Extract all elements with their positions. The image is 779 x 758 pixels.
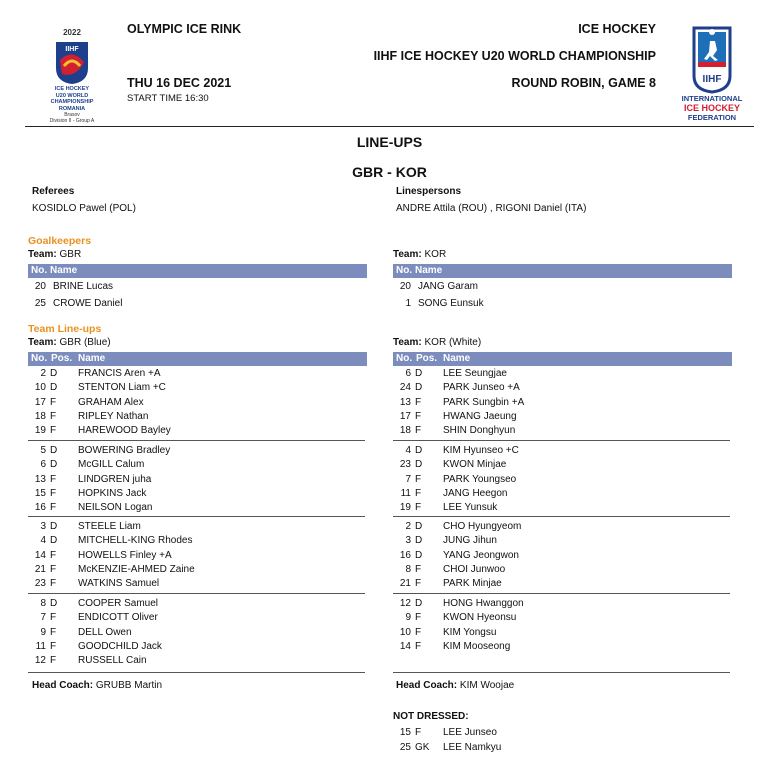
player-number: 9 — [405, 612, 411, 624]
player-row — [28, 535, 358, 549]
player-name: LEE Seungjae — [443, 368, 507, 379]
player-name: STEELE Liam — [78, 521, 141, 532]
player-row — [28, 502, 358, 516]
player-name: GOODCHILD Jack — [78, 640, 162, 652]
player-row — [393, 550, 723, 564]
player-number: 6 — [40, 459, 46, 471]
player-position: F — [415, 473, 422, 485]
player-name: SHIN Donghyun — [443, 425, 516, 437]
player-number: 12 — [34, 655, 46, 667]
gk-team-right-label: Team: — [393, 249, 422, 260]
venue: OLYMPIC ICE RINK — [127, 22, 242, 36]
player-row — [393, 459, 723, 473]
player-number: 1 — [405, 298, 411, 309]
event-logo-city: Brasov — [64, 112, 80, 118]
player-row — [393, 425, 723, 439]
event-logo-line-4: ROMANIA — [58, 105, 86, 112]
player-position: D — [50, 521, 58, 532]
player-position: F — [415, 563, 422, 575]
player-number: 13 — [399, 396, 411, 408]
gk-team-right — [393, 249, 446, 260]
player-number: 15 — [34, 487, 46, 499]
player-number: 13 — [34, 473, 46, 485]
player-position: F — [50, 487, 57, 499]
player-position: F — [415, 727, 422, 738]
player-number: 16 — [399, 549, 411, 561]
player-row — [393, 411, 723, 425]
player-number: 3 — [405, 535, 411, 547]
lineup-col-name-right: Name — [443, 353, 471, 364]
player-position: GK — [415, 741, 430, 753]
matchup: GBR - KOR — [352, 164, 427, 180]
player-position: F — [415, 640, 422, 652]
player-position: F — [415, 578, 422, 590]
player-number: 8 — [40, 598, 46, 609]
player-name: JANG Heegon — [443, 487, 508, 499]
player-name: LEE Junseo — [443, 727, 497, 738]
player-position: D — [415, 459, 423, 471]
player-name: FRANCIS Aren +A — [78, 368, 161, 379]
player-position: D — [50, 382, 58, 394]
lineup-team-left-label: Team: — [28, 337, 57, 348]
player-row — [28, 474, 358, 488]
player-number: 7 — [405, 473, 411, 485]
player-position: D — [415, 445, 423, 456]
player-number: 3 — [40, 521, 46, 532]
player-row — [28, 627, 358, 641]
not-dressed-label: NOT DRESSED: — [393, 711, 469, 722]
gk-col-name-right: Name — [415, 265, 443, 276]
player-row — [28, 368, 358, 382]
player-position: F — [50, 425, 57, 437]
player-position: F — [50, 655, 57, 667]
player-name: LEE Yunsuk — [443, 502, 498, 514]
player-name: GRAHAM Alex — [78, 396, 144, 408]
player-name: CROWE Daniel — [53, 298, 123, 309]
player-number: 7 — [40, 612, 46, 624]
player-number: 25 — [34, 298, 46, 309]
event-logo-line-1: ICE HOCKEY — [54, 86, 90, 92]
player-row — [28, 425, 358, 439]
lineup-col-pos-right: Pos. — [416, 353, 438, 364]
gk-team-left — [28, 249, 81, 260]
player-name: JANG Garam — [418, 281, 479, 292]
player-position: F — [415, 612, 422, 624]
player-position: F — [50, 396, 57, 408]
head-coach-right-name: KIM Woojae — [459, 680, 515, 691]
player-number: 18 — [399, 425, 411, 437]
player-row — [28, 445, 358, 459]
gk-team-right-value: KOR — [424, 249, 447, 260]
player-position: D — [415, 368, 423, 379]
player-name: HOPKINS Jack — [78, 487, 147, 499]
player-name: HWANG Jaeung — [443, 410, 517, 422]
goalkeepers-section-label: Goalkeepers — [28, 235, 92, 247]
lineup-col-no-left: No. — [31, 353, 48, 364]
gk-row — [28, 298, 328, 312]
player-position: F — [50, 549, 57, 561]
player-row — [393, 502, 723, 516]
player-number: 4 — [405, 445, 411, 456]
player-position: D — [50, 535, 58, 547]
iihf-logo — [672, 26, 752, 124]
lineup-team-left — [28, 337, 111, 348]
linespersons-label: Linespersons — [396, 186, 462, 197]
player-number: 5 — [40, 445, 46, 456]
player-row — [28, 578, 358, 592]
player-row — [393, 382, 723, 396]
lineup-team-right-label: Team: — [393, 337, 422, 348]
line-separator — [393, 516, 730, 517]
player-name: BRINE Lucas — [53, 281, 114, 292]
head-coach-left — [32, 680, 162, 691]
player-number: 14 — [34, 549, 46, 561]
player-number: 2 — [405, 521, 411, 532]
player-position: F — [50, 626, 57, 638]
head-coach-left-label: Head Coach: — [32, 680, 94, 691]
player-row — [393, 397, 723, 411]
player-number: 6 — [405, 368, 411, 379]
player-number: 10 — [399, 626, 411, 638]
event-logo-line-2: U20 WORLD — [55, 92, 89, 99]
iihf-logo-line-2: ICE HOCKEY — [683, 103, 740, 113]
lineup-team-left-value: GBR (Blue) — [59, 337, 111, 348]
player-name: PARK Sungbin +A — [443, 396, 525, 408]
lineup-col-pos-left: Pos. — [51, 353, 73, 364]
gk-table-header-right — [393, 264, 732, 278]
player-number: 20 — [34, 281, 46, 292]
player-name: LEE Namkyu — [443, 741, 502, 753]
player-name: YANG Jeongwon — [443, 549, 519, 561]
lineup-table-header-right — [393, 352, 732, 366]
line-separator — [393, 672, 730, 673]
player-name: KIM Yongsu — [443, 626, 497, 638]
lineup-table-header-left — [28, 352, 367, 366]
gk-row — [393, 281, 693, 295]
player-name: COOPER Samuel — [78, 598, 159, 609]
player-position: D — [415, 382, 423, 394]
player-position: F — [50, 563, 57, 575]
player-position: F — [415, 425, 422, 437]
player-row — [393, 521, 723, 535]
player-name: RIPLEY Nathan — [78, 410, 149, 422]
player-row — [28, 397, 358, 411]
player-number: 11 — [35, 640, 46, 652]
player-name: PARK Minjae — [443, 578, 502, 590]
iihf-logo-line-1: INTERNATIONAL — [681, 94, 743, 103]
lineup-col-name-left: Name — [78, 353, 106, 364]
player-name: KIM Hyunseo +C — [443, 445, 519, 456]
event-logo-division: Division II - Group A — [49, 118, 95, 124]
player-row — [28, 598, 358, 612]
player-name: KIM Mooseong — [443, 640, 511, 652]
player-row — [28, 411, 358, 425]
player-number: 19 — [34, 425, 46, 437]
player-position: F — [415, 626, 422, 638]
event-logo — [32, 28, 112, 126]
player-row — [393, 641, 723, 655]
not-dressed-row — [393, 742, 693, 756]
player-name: DELL Owen — [78, 626, 132, 638]
player-position: F — [415, 502, 422, 514]
player-name: HONG Hwanggon — [443, 598, 524, 609]
player-number: 25 — [399, 741, 411, 753]
player-number: 24 — [399, 382, 411, 394]
not-dressed-row — [393, 727, 693, 741]
player-position: F — [50, 640, 57, 652]
player-position: F — [415, 410, 422, 422]
gk-row — [393, 298, 693, 312]
player-row — [393, 474, 723, 488]
lineups-section-label: Team Line-ups — [28, 323, 102, 335]
page-title: LINE-UPS — [356, 134, 423, 150]
player-name: MITCHELL-KING Rhodes — [78, 535, 193, 547]
player-row — [28, 521, 358, 535]
event-logo-mark-icon — [52, 38, 92, 86]
event-logo-brand: IIHF — [65, 46, 79, 53]
player-row — [28, 641, 358, 655]
sport: ICE HOCKEY — [578, 22, 656, 36]
player-name: STENTON Liam +C — [78, 382, 166, 394]
player-name: BOWERING Bradley — [78, 445, 171, 456]
player-row — [28, 655, 358, 669]
head-coach-right — [396, 680, 514, 691]
player-number: 20 — [399, 281, 411, 292]
player-number: 12 — [399, 598, 411, 609]
player-name: PARK Youngseo — [443, 473, 517, 485]
lineup-col-no-right: No. — [396, 353, 413, 364]
player-position: D — [50, 368, 58, 379]
player-number: 9 — [40, 626, 46, 638]
head-coach-left-name: GRUBB Martin — [95, 680, 163, 691]
player-position: F — [50, 502, 57, 514]
player-number: 21 — [399, 578, 411, 590]
gk-team-left-label: Team: — [28, 249, 57, 260]
gk-col-no-left: No. — [31, 265, 48, 276]
player-name: HAREWOOD Bayley — [78, 425, 171, 437]
linespersons: ANDRE Attila (ROU) , RIGONI Daniel (ITA) — [396, 203, 587, 214]
player-name: JUNG Jihun — [443, 535, 497, 547]
lineup-team-right — [393, 337, 481, 348]
gk-table-header-left — [28, 264, 367, 278]
player-name: ENDICOTT Oliver — [78, 612, 158, 624]
player-row — [393, 445, 723, 459]
line-separator — [28, 516, 365, 517]
line-separator — [28, 672, 365, 673]
iihf-logo-line-3: FEDERATION — [687, 113, 737, 122]
player-row — [393, 535, 723, 549]
player-number: 17 — [399, 410, 411, 422]
player-name: NEILSON Logan — [78, 502, 153, 514]
game-date: THU 16 DEC 2021 — [127, 76, 232, 90]
player-number: 21 — [34, 563, 46, 575]
player-number: 10 — [34, 382, 46, 394]
player-row — [393, 598, 723, 612]
player-number: 11 — [400, 487, 411, 499]
player-position: D — [50, 459, 58, 471]
player-position: D — [415, 549, 423, 561]
player-row — [393, 627, 723, 641]
gk-team-left-value: GBR — [59, 249, 82, 260]
player-number: 8 — [405, 563, 411, 575]
player-number: 18 — [34, 410, 46, 422]
line-separator — [28, 440, 365, 441]
referees-label: Referees — [32, 186, 75, 197]
line-separator — [393, 440, 730, 441]
player-number: 23 — [399, 459, 411, 471]
player-position: D — [50, 598, 58, 609]
player-number: 16 — [34, 502, 46, 514]
head-coach-right-label: Head Coach: — [396, 680, 458, 691]
player-row — [393, 488, 723, 502]
header-divider — [25, 126, 754, 127]
player-row — [28, 612, 358, 626]
player-row — [28, 382, 358, 396]
player-row — [28, 564, 358, 578]
player-number: 23 — [34, 578, 46, 590]
player-row — [28, 459, 358, 473]
player-name: PARK Junseo +A — [443, 382, 520, 394]
line-separator — [393, 593, 730, 594]
line-separator — [28, 593, 365, 594]
gk-col-no-right: No. — [396, 265, 413, 276]
player-row — [393, 368, 723, 382]
start-time: START TIME 16:30 — [127, 93, 209, 104]
player-number: 14 — [399, 640, 411, 652]
player-position: F — [415, 396, 422, 408]
player-number: 2 — [40, 368, 46, 379]
player-number: 15 — [399, 727, 411, 738]
player-position: F — [415, 487, 422, 499]
player-name: LINDGREN juha — [78, 473, 152, 485]
gk-row — [28, 281, 328, 295]
round: ROUND ROBIN, GAME 8 — [511, 76, 656, 90]
player-number: 19 — [399, 502, 411, 514]
player-name: McGILL Calum — [78, 459, 145, 471]
player-row — [393, 564, 723, 578]
player-row — [28, 550, 358, 564]
player-name: WATKINS Samuel — [78, 578, 160, 590]
player-position: F — [50, 410, 57, 422]
player-position: D — [50, 445, 58, 456]
player-row — [393, 578, 723, 592]
player-number: 17 — [34, 396, 46, 408]
player-name: McKENZIE-AHMED Zaine — [78, 563, 195, 575]
event-logo-line-3: CHAMPIONSHIP — [50, 99, 94, 105]
player-name: CHOI Junwoo — [443, 563, 506, 575]
player-position: D — [415, 535, 423, 547]
player-name: RUSSELL Cain — [78, 655, 147, 667]
player-name: CHO Hyungyeom — [443, 521, 522, 532]
player-row — [28, 488, 358, 502]
player-name: SONG Eunsuk — [418, 298, 484, 309]
player-position: D — [415, 521, 423, 532]
player-number: 4 — [40, 535, 46, 547]
lineup-team-right-value: KOR (White) — [424, 337, 482, 348]
gk-col-name-left: Name — [50, 265, 78, 276]
iihf-logo-brand: IIHF — [702, 74, 722, 85]
iihf-shield-icon — [691, 26, 733, 94]
championship: IIHF ICE HOCKEY U20 WORLD CHAMPIONSHIP — [373, 49, 656, 63]
player-name: KWON Hyeonsu — [443, 612, 517, 624]
player-position: F — [50, 612, 57, 624]
player-name: HOWELLS Finley +A — [78, 549, 172, 561]
player-name: KWON Minjae — [443, 459, 507, 471]
player-position: D — [415, 598, 423, 609]
player-row — [393, 612, 723, 626]
player-position: F — [50, 473, 57, 485]
referees: KOSIDLO Pawel (POL) — [32, 203, 136, 214]
player-position: F — [50, 578, 57, 590]
event-logo-year: 2022 — [63, 28, 81, 37]
